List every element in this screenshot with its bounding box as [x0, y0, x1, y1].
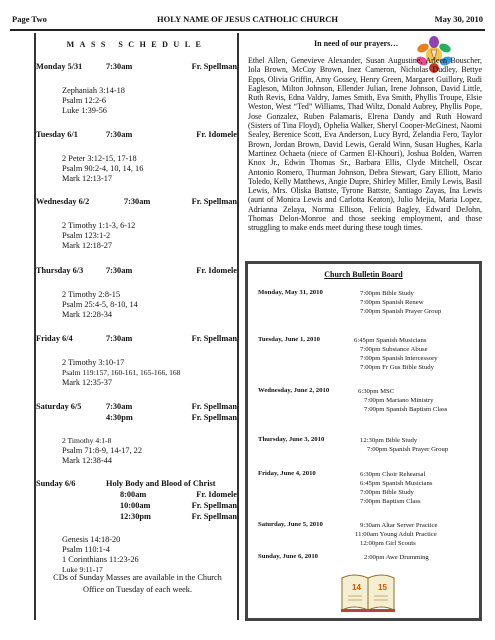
board-event: 12:00pm Girl Scouts [360, 540, 416, 547]
mass-priest: Fr. Spellman [191, 501, 237, 510]
reading: Psalm 119:157, 160-161, 165-166, 168 [62, 368, 181, 377]
mass-day: Saturday 6/5 [36, 402, 82, 411]
reading: Mark 12:13-17 [62, 174, 113, 183]
board-event: 9:30am Altar Server Practice [360, 522, 438, 529]
reading: 2 Peter 3:12-15, 17-18 [62, 154, 137, 163]
reading: 2 Timothy 1:1-3, 6-12 [62, 221, 136, 230]
reading: Mark 12:18-27 [62, 241, 113, 250]
open-book-icon [338, 570, 398, 614]
mass-day: Thursday 6/3 [36, 266, 84, 275]
cd-availability-note: CDs of Sunday Masses are available in the Church Office on Tuesday of each week. [53, 573, 222, 594]
mass-time: 7:30am [106, 130, 133, 139]
reading: Psalm 90:2-4, 10, 14, 16 [62, 164, 144, 173]
mass-priest: Fr. Spellman [191, 334, 237, 343]
board-event: 7:00pm Bible Study [360, 489, 414, 496]
book-page-left: 14 [352, 583, 361, 592]
board-event: 12:30pm Bible Study [360, 437, 418, 444]
mass-time: 7:30am [106, 402, 133, 411]
reading: Genesis 14:18-20 [62, 535, 121, 544]
board-event: 2:00pm Awe Drumming [364, 554, 429, 561]
mass-day: Monday 5/31 [36, 62, 83, 71]
reading: 2 Timothy 4:1-8 [62, 436, 112, 445]
mass-time: 7:30am [124, 197, 151, 206]
mass-time: 12:30pm [120, 512, 151, 521]
reading: 2 Timothy 2:8-15 [62, 290, 121, 299]
board-day: Sunday, June 6, 2010 [258, 553, 319, 560]
prayers-title: In need of our prayers… [314, 39, 399, 48]
board-event: 7:00pm Spanish Baptism Class [364, 406, 448, 413]
board-event: 7:00pm Spanish Renew [360, 299, 424, 306]
mass-priest: Fr. Idomele [196, 266, 237, 275]
board-event: 7:00pm Spanish Intercessory [360, 355, 438, 362]
board-event: 7:00pm Spanish Prayer Group [367, 446, 449, 453]
reading: 2 Timothy 3:10-17 [62, 358, 125, 367]
header-divider [10, 29, 485, 31]
mass-day: Tuesday 6/1 [36, 130, 78, 139]
board-event: 6:30pm Choir Rehearsal [360, 471, 426, 478]
reading: Luke 9:11-17 [62, 565, 103, 574]
board-day: Wednesday, June 2, 2010 [258, 387, 330, 394]
book-page-right: 15 [378, 583, 387, 592]
board-event: 6:45pm Spanish Musicians [354, 337, 427, 344]
mass-priest: Fr. Idomele [196, 130, 237, 139]
board-day: Thursday, June 3, 2010 [258, 436, 325, 443]
board-event: 7:00pm Mariano Ministry [364, 397, 434, 404]
mass-time: 7:30am [106, 266, 133, 275]
board-event: 7:00pm Bible Study [360, 290, 414, 297]
board-day: Tuesday, June 1, 2010 [258, 336, 321, 343]
reading: Psalm 123:1-2 [62, 231, 111, 240]
reading: Psalm 71:8-9, 14-17, 22 [62, 446, 142, 455]
issue-date: May 30, 2010 [434, 14, 483, 24]
board-day: Friday, June 4, 2010 [258, 470, 316, 477]
mass-priest: Fr. Spellman [191, 62, 237, 71]
mass-day: Sunday 6/6 [36, 479, 76, 488]
board-event: 7:00pm Spanish Prayer Group [360, 308, 442, 315]
prayer-names-list: Ethel Allen, Genevieve Alexander, Susan Augustine, Arleen Bouscher, Iola Brown, McCoy Brown, Inez Cameron, Nicholas Dudley, Bettye Epps, Olivia Griffin, Amy Gossey, Henry Green, Margaret Guillory, Rudi Eagleson, Milton Johnson, Ellender Julian, Irene Johnson, David Little, Ruth Revis, Edna Valdry, James Smith, Eva Smith, Phyllis Troupe, Elsie Weston, West “Ted” Williams, Thad Wiltz, Donald Aubrey, Phyllis Pope, Jose Gonzalez, Ruben Palamaris, Elrena Dandy and Ruth Howard (Sisters of Tina Floyd), Ophelia Walker, Sheryl Cooper-McGinest, Naomi Sealey, Berenice Scott, Eva Anderson, Lucy Byrd, Zelandia Fero, Taylor Brown, Jordan Brown, David Lewis, Gerald Winn, Susan Hughes, Karla Martinez Ochaeta (niece of Carmen El-Khouri), Joshua Bolden, Warren Knox Jr., Edwin Thomas Sr., Barbara Ellis, Clyde Mitchell, Oscar Antonio Romero, Thurman Johnson, Debra Stewart, Gary Elliott, Mario Toledo, Kelly Matthews, Angie Dupre, Shirley Miller, Emily Lewis, Basil Lewis, Mrs. Oliska Battste, Tyrone Battste, Santiago Zayas, Ina Lewis (aunt of Monica Lewis and Carlotta Keaton), Julio Mejia, Maria Lopez, Adrianna Zelaya, Norma Ellison, Felicia Bagley, Edward DeJohn, Thomas Delon-Monroe and those seeking employment, and those struggling to make ends meet during these tough times. [248, 56, 482, 233]
mass-priest: Fr. Spellman [191, 413, 237, 422]
reading: Mark 12:28-34 [62, 310, 113, 319]
bulletin-board [245, 261, 482, 621]
page-number: Page Two [12, 14, 47, 24]
reading: Psalm 110:1-4 [62, 545, 110, 554]
board-day: Saturday, June 5, 2010 [258, 521, 323, 528]
church-name: HOLY NAME OF JESUS CATHOLIC CHURCH [157, 14, 338, 24]
reading: Zephaniah 3:14-18 [62, 86, 125, 95]
mass-priest: Fr. Spellman [191, 512, 237, 521]
board-event: 6:45pm Spanish Musicians [360, 480, 433, 487]
mass-time: 8:00am [120, 490, 147, 499]
board-event: 7:00pm Fr Gus Bible Study [360, 364, 434, 371]
mass-time: 4:30pm [106, 413, 133, 422]
reading: Mark 12:38-44 [62, 456, 113, 465]
bulletin-board-title: Church Bulletin Board [324, 270, 403, 279]
mass-time: 7:30am [106, 62, 133, 71]
mass-schedule-title: MASS SCHEDULE [66, 40, 207, 49]
mass-time: 10:00am [120, 501, 151, 510]
reading: Mark 12:35-37 [62, 378, 113, 387]
board-event: 6:30pm MSC [358, 388, 395, 395]
mass-priest: Fr. Spellman [191, 402, 237, 411]
board-event: 7:00pm Substance Abuse [360, 346, 428, 353]
mass-schedule-panel [34, 33, 239, 620]
mass-time: 7:30am [106, 334, 133, 343]
board-day: Monday, May 31, 2010 [258, 289, 323, 296]
mass-day: Wednesday 6/2 [36, 197, 90, 206]
feast-name: Holy Body and Blood of Christ [106, 479, 216, 488]
mass-day: Friday 6/4 [36, 334, 73, 343]
board-event: 11:00am Young Adult Practice [355, 531, 437, 538]
reading: Psalm 12:2-6 [62, 96, 107, 105]
reading: Psalm 25:4-5, 8-10, 14 [62, 300, 138, 309]
reading: Luke 1:39-56 [62, 106, 107, 115]
mass-priest: Fr. Spellman [191, 197, 237, 206]
board-event: 7:00pm Baptism Class [360, 498, 421, 505]
page-header [12, 14, 483, 28]
mass-priest: Fr. Idomele [196, 490, 237, 499]
reading: 1 Corinthians 11:23-26 [62, 555, 139, 564]
